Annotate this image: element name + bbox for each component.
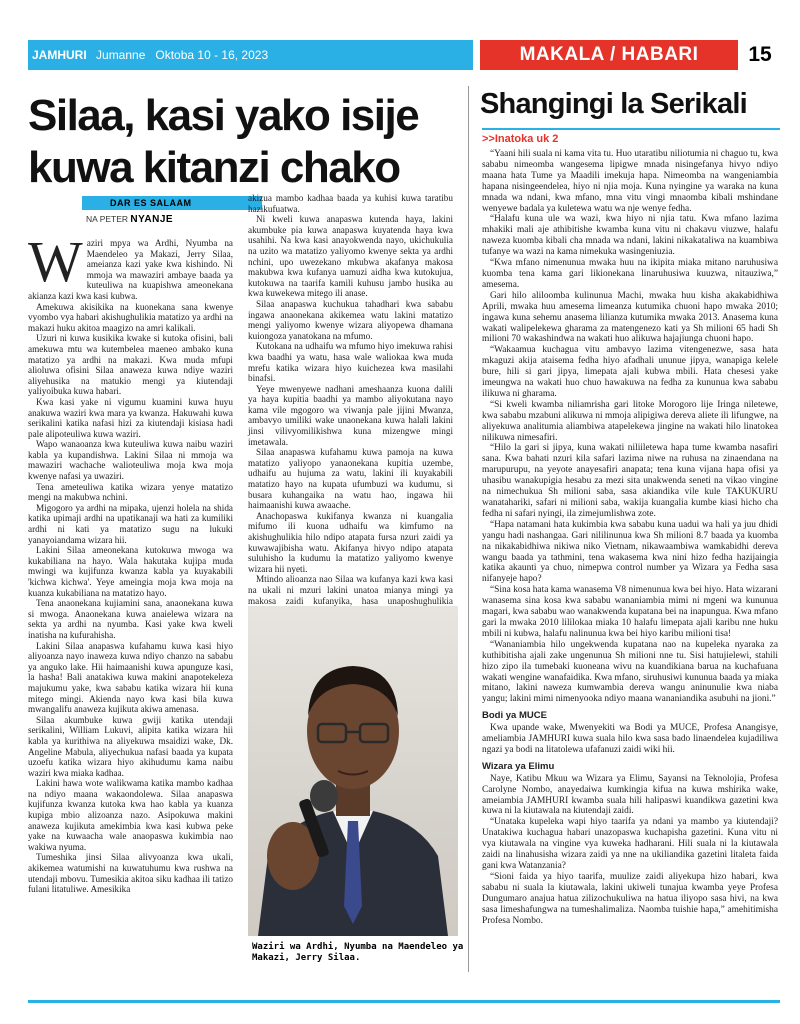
left-article-column-2 [248,193,453,606]
issue-date: Jumanne Oktoba 10 - 16, 2023 [96,48,269,62]
paragraph: Migogoro ya ardhi na mipaka, ujenzi holela na shida katika upimaji ardhi na upatikanaji wa hati za kumiliki ardhi ni kati ya matatizo sugu na lukuki yanayoiandama wizara hii. [28,502,233,545]
paragraph: akizua mambo kadhaa baada ya kuhisi kuwa taratibu hazikufuatwa. [248,193,453,214]
paragraph: Naye, Katibu Mkuu wa Wizara ya Elimu, Sayansi na Teknolojia, Profesa Carolyne Nombo, anayedaiwa kumkingia kifua na kuwa mshirika wake, ameiambia JAMHURI kwamba suala hili halipaswi kuandikwa gazetini kwa kuwa ni la kiutawala na kiutendaji zaidi. [482,773,778,817]
paragraph: Kwa kasi yake ni vigumu kuamini kuwa huyu anakuwa waziri kwa mara ya kwanza. Hakuwahi kuwa serikalini katika nafasi hizi za kiutendaji kisiasa hadi pale alipoteuliwa kuwa waziri. [28,396,233,439]
dropcap: W [28,229,83,294]
paragraph: Silaa akumbuke kuwa gwiji katika utendaji serikalini, William Lukuvi, alipita katika wizara hii kabla ya kurithiwa na aliyekuwa msaidizi wake, Dk. Angeline Mabula, aliyechukua nafasi baada ya kupata uzoefu katika wizara hiyo akihudumu kama naibu waziri kwa miaka kadhaa. [28,714,233,778]
paragraph: Kwa upande wake, Mwenyekiti wa Bodi ya MUCE, Profesa Anangisye, ameliambia JAMHURI kuwa suala hilo kwa sasa bado linaendelea kujadiliwa ngazi ya bodi na litatolewa ufafanuzi zaidi wiki hii. [482,723,778,755]
paragraph: “Si kweli kwamba niliamrisha gari litoke Morogoro lije Iringa niletewe, kwa sababu mzabuni alikuwa ni mmoja alipigiwa dereva aliete ili lifungwe, na aliyekuwa analitumia aliambiwa atapelekewa jingine na wakati hilo linatokea nilikuwa nimesafiri. [482,399,778,443]
paragraph: Lakini Silaa ameonekana kutokuwa mwoga wa kukabiliana na hayo. Wala hakutaka kujipa muda mwingi wa kujifunza kwanza kabla ya kuyakabili 'kichwa kichwa'. Yeye ameingia moja kwa moja na kuanza kukabiliana na matatizo hayo. [28,545,233,598]
paragraph: “Sioni faida ya hiyo taarifa, muulize zaidi aliyekupa hizo habari, kwa sababu ni suala la kiutawala, lakini ukiweli tunajua kwamba yeye Profesa Dungumaro anajua hatua zilizochukuliwa na hatua iliyopo sasa hivi, na kwa sasa limeshafungwa na tumeshalimaliza. Naomba tuishie hapa,” amehitimisha Profesa Nombo. [482,871,778,926]
paragraph: Silaa anapaswa kufahamu kuwa pamoja na kuwa matatizo yaliyopo yanaonekana kupitia uzembe, udhaifu au hujuma za watu, lakini ili kuyakabili matatizo hayo na kupata ufumbuzi wa kudumu, si busara kuhangaika na watu hao, ingawa hii haimaanishi kuwa awaache. [248,447,453,511]
paragraph: “Yaani hili suala ni kama vita tu. Huo utaratibu niliotumia ni chaguo tu, kwa sababu nimeomba wangesema lipigwe mnada nisingefanya hivyo ndiyo maana hata Tume ya Maadili imekuja hapa. Nimeomba na wangeniambia hapana nisingeendelea, hiyo ni njia moja. Kuna nyingine ya waraka na kuna mnada wa ndani, kwa mfano, mna vitu vingi mnaomba kibali mshindane wenyewe badala ya kuletewa watu wa nje wenye fedha. [482,149,778,214]
subheading-board: Bodi ya MUCE [482,710,547,722]
section-label: MAKALA / HABARI [480,40,738,70]
paragraph: Anachopaswa kukifanya kwanza ni kuangalia mifumo ili kuona udhaifu wa kimfumo na akishughulikia hilo ndipo atapata fursa nzuri zaidi ya kuwawajibisha watu. Akifanya hivyo ndipo atapata suluhisho la kudumu la matatizo yaliyomo kwenye wizara hii nyeti. [248,510,453,574]
paragraph: “Kwa mfano nimenunua mwaka huu na ikipita miaka mitano naruhusiwa kuomba tena kama gari likionekana linaruhusiwa kuuzwa, nitauziwa,” amesema. [482,258,778,290]
paragraph: Tena anaonekana kujiamini sana, anaonekana kuwa si mwoga. Anaonekana kuwa anaielewa wizara na sekta ya ardhi na nyumba. Kasi yake kwa kweli inatisha na kufurahisha. [28,598,233,640]
headline-line-1: Silaa, kasi yako isije [28,91,419,140]
footer-rule [28,1000,780,1003]
dateline: DAR ES SALAAM [82,196,262,210]
page-header [28,40,780,76]
paragraph: Yeye mwenyewe nadhani ameshaanza kuona dalili ya haya kupitia baadhi ya mambo aliyokutana nayo kama vile mgogoro wa viwanja pale jijini Mwanza, ambavyo umiliki wake unaonekana kuwa halali lakini jinsi vilivyomilikishwa kuna mizengwe mingi imetawala. [248,383,453,447]
paragraph: Tena ameteuliwa katika wizara yenye matatizo mengi na makubwa nchini. [28,481,233,503]
byline-prefix: NA PETER [86,214,131,224]
paragraph: Mtindo alioanza nao Silaa wa kufanya kazi kwa kasi na ukali ni mzuri lakini unatoa mianya mingi ya makosa zaidi kufanyika, hasa unaposhughulikia [248,574,453,606]
photo-caption: Waziri wa Ardhi, Nyumba na Maendeleo ya Makazi, Jerry Silaa. [252,942,464,963]
paragraph: “Wakaamua kuchagua vitu ambavyo lazima vitengenezwe, sasa hata mkaguzi akija ataisema fedha hiyo afadhali ununue jipya, wanapiga kelele bure, hili si gari jipya, limepata ajali kubwa mbili. Hata chesesi yake imeungwa na wakati huo chuo hawakuwa na fedha za kununua kwa sababu ilikuwa ni gharama. [482,345,778,399]
paragraph: Silaa anapaswa kuchukua tahadhari kwa sababu ingawa anaonekana akikemea watu lakini matatizo mengi yaliyomo kwenye wizara aliyopewa dhamana kuiongoza yanatokana na mfumo. [248,298,453,341]
first-paragraph: aziri mpya wa Ardhi, Nyumba na Maendeleo ya Makazi, Jerry Silaa, ameianza kazi yake kwa kishindo. Ni mmoja wa mawaziri ambaye baada ya kuteuliwa na kuapishwa ameonekana akianza kazi kwa kasi kubwa. [28,238,233,301]
paragraph: Uzuri ni kuwa kusikika kwake si kutoka ofisini, bali amekuwa mtu wa kutembelea maeneo ambako kuna matatizo ya ardhi na makazi. Kwa muda mfupi alioluwa ofisini Silaa anaweza kuwa ndiye waziri aliyehusika na matukio mengi ya kiutendaji yaliyoibuka kuwa habari. [28,333,233,397]
paragraph: Wapo wanaoanza kwa kuteuliwa kuwa naibu waziri kabla ya kupandishwa. Lakini Silaa ni mmoja wa mawaziri wachache walioteuliwa moja kwa moja kwenye nafasi ya uwaziri. [28,439,233,482]
paragraph: “Unataka kupeleka wapi hiyo taarifa ya ndani ya mambo ya kiutendaji? Unatakiwa kuchagua habari unazopaswa kuchapisha gazetini. Kuna vitu ni vya kiutawala na vingine vya kuweka hadharani. Hili suala ni la kiutawala zaidi na linahusisha wizara zaidi ya nne na ukiliandika gazetini litaleta faida gani kwa Watanzania? [482,817,778,871]
issue-bar [28,40,473,70]
minister-photo [248,606,458,936]
paragraph: Ni kweli kuwa anapaswa kutenda haya, lakini akumbuke pia kuwa anapaswa kuyatenda haya kwa usahihi. Na kwa kasi anayokwenda nayo, ukichukulia na uzito wa matatizo yaliyomo kwenye sekta ya ardhi nchini, upo uwezekano mkubwa akafanya makosa makubwa kwa kufanya uamuzi aidha kwa kutokujua, kutokuwa na taarifa kamili kuhusu jambo husika au kwa kuwekewa mitego ili anase. [248,214,453,299]
right-article-column [482,149,778,979]
column-divider [468,86,469,972]
paragraph: Tumeshika jinsi Silaa alivyoanza kwa ukali, akikemea watumishi na kuwatuhumu kwa rushwa na utendaji mbovu. Tumesikia akitoa siku kadhaa ili tatizo fulani litatuliwe. Amesikika [28,852,233,895]
left-headline [28,90,458,194]
paragraph: Lakini Silaa anapaswa kufahamu kuwa kasi hiyo aliyoanza nayo inaweza kuwa ndiyo chanzo na sababu ya anguko lake. Hii haimaanishi kuwa apunguze kasi, la hasha! Bali anatakiwa kuwa makini anapotekeleza majukumu yake, kwa sababu katika wizara hii kuna mitego mingi. Akienda nayo kwa kasi bila kuwa mwangalifu anaweza kujikuta akiwa amenasa. [28,640,233,715]
headline-line-2: kuwa kitanzi chako [28,143,400,192]
byline [86,214,173,225]
left-article-column-1 [28,229,233,978]
paragraph: “Hapa natamani hata kukimbia kwa sababu kuna uadui wa hali ya juu dhidi yangu hadi nashangaa. Gari nililinunua kwa Sh milioni 8.7 baada ya kuomba na nikakabidhiwa nikiwa niko Vietnam, nikawaambiwa wamkabidhi dereva wangu baada ya tathmini, tena wakasema kwa nini hizo fedha hazijaingia katika akaunti ya chuo, nimepwa control number ya Wizara ya Fedha sasa nifanyeje hapo? [482,519,778,585]
page-number: 15 [748,43,772,66]
right-headline: Shangingi la Serikali [480,88,747,120]
paper-name: JAMHURI [32,48,87,62]
paragraph: “Halafu kuna ule wa wazi, kwa hiyo ni njia tatu. Kwa mfano lazima mhakiki mali aje athibitishe kwamba kuna vitu ni chakavu viuzwe, halafu naweza kuomba kibali cha mnada wa ndani, lakini nikakataliwa na kuambiwa tufanye wa wazi na kama nimekuka wasingeniuzia. [482,214,778,258]
paragraph: “Sina kosa hata kama wanasema V8 nimenunua kwa bei hiyo. Hata wizarani wanasema sina kosa kwa sababu wananiambia mimi ni mgeni wa kununua magari, kwa sababu wao wanakwenda kupatana bei na inapungua. Kwa mfano gari la mwaka 2010 lililokaa miaka 10 halafu limepata ajali karibu nne huku mbili ni kubwa, halafu nalinunua kwa bei hiyo karibu milioni tisa! [482,585,778,639]
portrait-illustration [248,606,458,936]
paragraph: “Wananiambia hilo ungekwenda kupatana nao na kupeleka nyaraka za kuthibitisha ajali zake ungenunua Sh milioni nne tu. Sisi hatujielewi, stahili hizo zipo ila tumebaki kuoneana wivu na kuandikiana barua na kuchafuana wakati wengine wanafaidika. Kwa mfano, siruhusiwi kununua baada ya miaka mitano, lakini naweza kumwambia dereva wangu aninunulie kwa niaba yangu; lakini mimi nimenyooka ndiyo maana wananiandika asubuhi na jioni.” [482,639,778,705]
paragraph: Lakini hawa wote walikwama katika mambo kadhaa na ndiyo maana wakaondolewa. Silaa anapaswa kujifunza kwanza kutoka kwa hao kabla ya kuanza kupiga mbio alizoanza nazo. Asipokuwa makini anaweza kujikuta amekimbia kwa kasi kubwa peke yake na kuwaacha wale anaopaswa kukimbia nao wakiwa nyuma. [28,778,233,852]
subheading-ministry: Wizara ya Elimu [482,760,555,772]
paragraph: Amekuwa akisikika na kuonekana sana kwenye vyombo vya habari akishughulikia matatizo ya ardhi na makazi huku akitoa maagizo na amri kalikali. [28,301,233,333]
paragraph: Gari hilo aliloomba kulinunua Machi, mwaka huu kisha akakabidhiwa Aprili, mwaka huu amesema limeanza kutumika chuoni hapo mwaka 2010; ingawa kuna sehemu anasema lilianza kutumika mwaka 2013. Anasema kuna wakati walipelekewa gharama za matengenezo kati ya Sh milioni 65 hadi Sh milioni 70 wakashindwa na wakati huo alikuwa hajajiunga chuoni hapo. [482,290,778,345]
paragraph: Kutokana na udhaifu wa mfumo hiyo imekuwa rahisi kwa baadhi ya watu, hasa wale waliokaa kwa muda mrefu katika wizara hiyo kuichezea kwa masilahi binafsi. [248,341,453,384]
paragraph: “Hilo la gari si jipya, kuna wakati niliiletewa hapa tume kwamba nasafiri sana. Kwa bahati nzuri kila safari lazima niwe na ruhusa na zinaendana na marupurupu, na yeyote anayesafiri anapata; tena kuna vijana hapa ofisi ya uhasibu wanakupigia hesabu za mezi sita unakwenda seneti na vikao vingine na nimechukua Sh milioni saba, sasa akiandika vile kule TAKUKURU wanatahariki, safari ni milioni saba, wakija kuangalia kumbe kiasi hicho cha fedha ni safari nyingi, ila zimejumlishwa zote. [482,443,778,519]
headline-rule [482,128,780,130]
byline-name: NYANJE [130,214,174,225]
continued-from-label: >>Inatoka uk 2 [482,133,559,145]
